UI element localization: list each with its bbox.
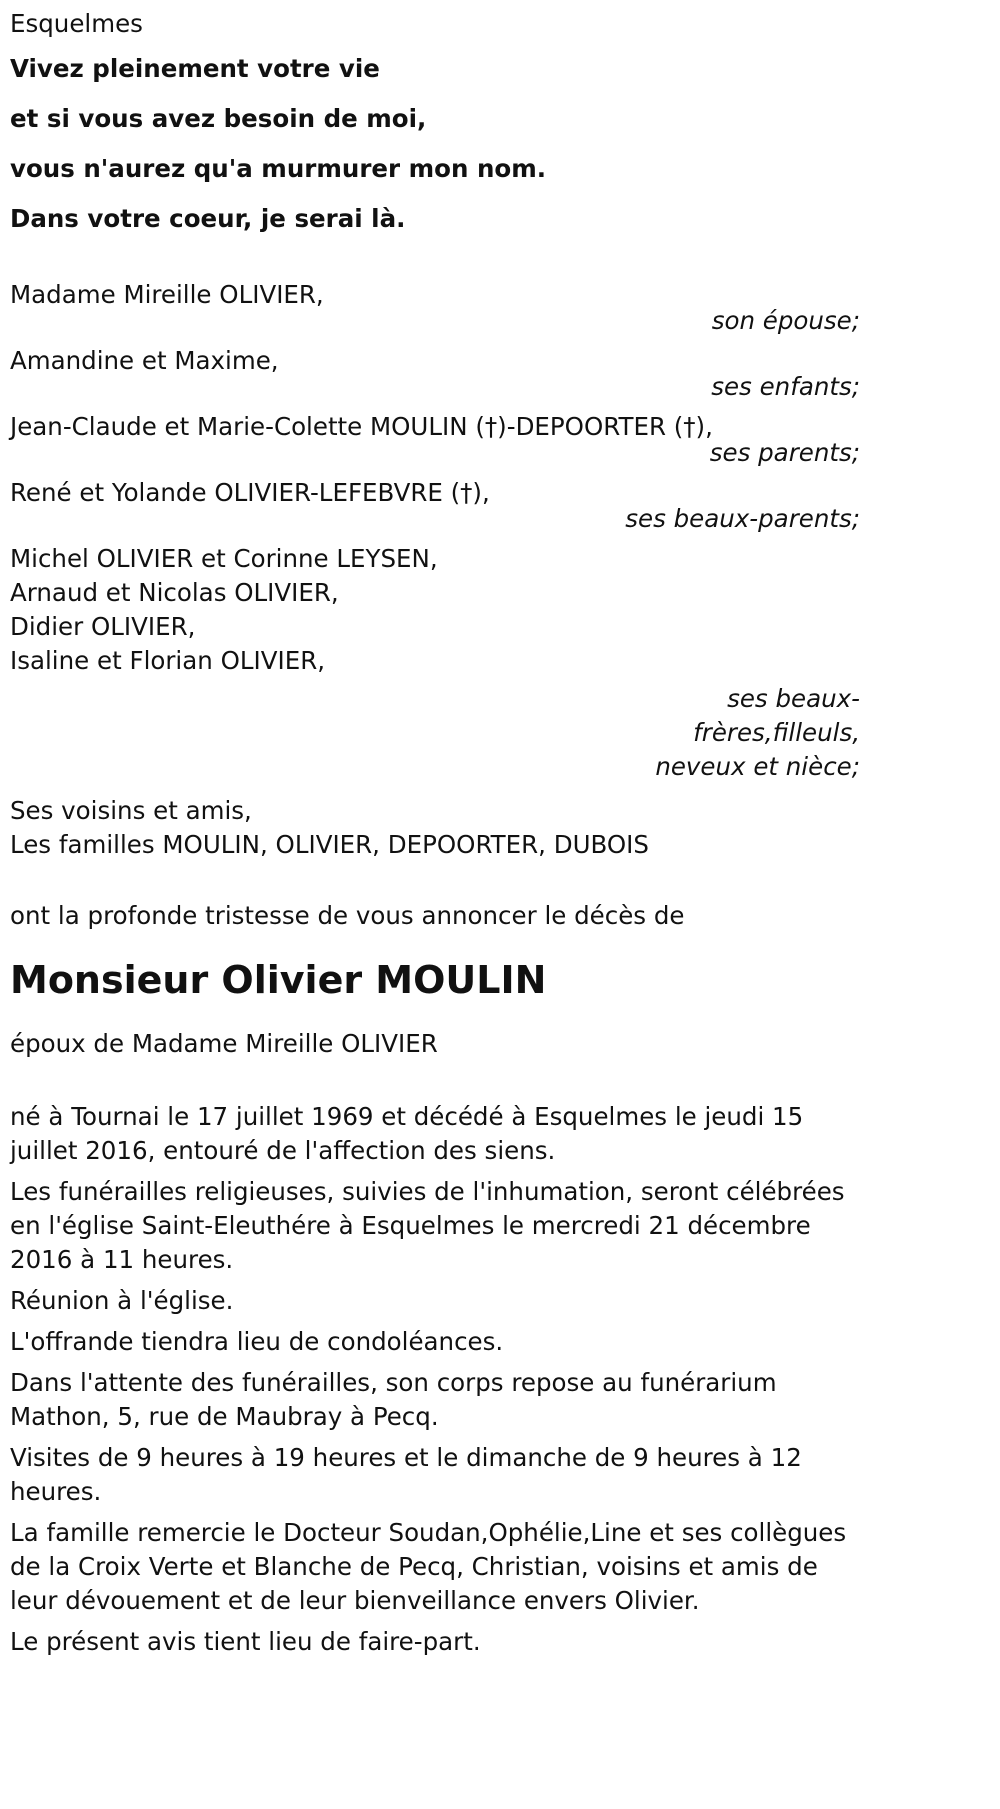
inlaw-name: Michel OLIVIER et Corinne LEYSEN, <box>10 544 438 573</box>
place-name: Esquelmes <box>10 9 143 38</box>
inlaw-role: neveux et nièce; <box>655 752 860 781</box>
poem-line: Vivez pleinement votre vie <box>10 54 380 83</box>
deceased-name: Monsieur Olivier MOULIN <box>10 958 547 1002</box>
others-line: Les familles MOULIN, OLIVIER, DEPOORTER, DUBOIS <box>10 830 649 859</box>
family-entry <box>10 344 860 402</box>
poem-line: vous n'aurez qu'a murmurer mon nom. <box>10 154 547 183</box>
spouse-line: époux de Madame Mireille OLIVIER <box>10 1029 438 1058</box>
family-name: René et Yolande OLIVIER-LEFEBVRE (†), <box>10 478 490 507</box>
poem-line: Dans votre coeur, je serai là. <box>10 204 406 233</box>
details <box>10 1100 860 1659</box>
others-line: Ses voisins et amis, <box>10 796 252 825</box>
detail-paragraph: Le présent avis tient lieu de faire-part. <box>10 1627 481 1656</box>
inlaw-name: Arnaud et Nicolas OLIVIER, <box>10 578 339 607</box>
detail-paragraph: Réunion à l'église. <box>10 1286 234 1315</box>
detail-paragraph: né à Tournai le 17 juillet 1969 et décédé à Esquelmes le jeudi 15 juillet 2016, entouré de l'affection des siens. <box>10 1102 804 1165</box>
detail-paragraph: Visites de 9 heures à 19 heures et le dimanche de 9 heures à 12 heures. <box>10 1443 802 1506</box>
inlaw-roles <box>10 682 860 784</box>
family-role: ses enfants; <box>711 372 860 401</box>
family-role: ses parents; <box>709 438 860 467</box>
family-entry <box>10 410 860 468</box>
announcement-text: ont la profonde tristesse de vous annoncer le décès de <box>10 901 685 930</box>
inlaw-role: frères,filleuls, <box>693 718 860 747</box>
inlaw-role: ses beaux- <box>727 684 860 713</box>
family-list <box>10 278 860 534</box>
family-role: ses beaux-parents; <box>625 504 860 533</box>
family-name: Madame Mireille OLIVIER, <box>10 280 324 309</box>
poem <box>10 44 860 244</box>
detail-paragraph: Dans l'attente des funérailles, son corps repose au funérarium Mathon, 5, rue de Maubray à Pecq. <box>10 1368 777 1431</box>
inlaws-group <box>10 542 860 784</box>
family-entry <box>10 278 860 336</box>
others-list <box>10 794 860 862</box>
inlaw-name: Didier OLIVIER, <box>10 612 196 641</box>
inlaw-name: Isaline et Florian OLIVIER, <box>10 646 326 675</box>
family-name: Amandine et Maxime, <box>10 346 279 375</box>
family-name: Jean-Claude et Marie-Colette MOULIN (†)-DEPOORTER (†), <box>10 412 713 441</box>
detail-paragraph: La famille remercie le Docteur Soudan,Ophélie,Line et ses collègues de la Croix Verte et Blanche de Pecq, Christian, voisins et amis de leur dévouement et de leur bienveillance envers Olivier. <box>10 1518 847 1615</box>
detail-paragraph: L'offrande tiendra lieu de condoléances. <box>10 1327 504 1356</box>
family-entry <box>10 476 860 534</box>
poem-line: et si vous avez besoin de moi, <box>10 104 427 133</box>
detail-paragraph: Les funérailles religieuses, suivies de l'inhumation, seront célébrées en l'église Saint-Eleuthére à Esquelmes le mercredi 21 décembre 2016 à 11 heures. <box>10 1177 845 1274</box>
family-role: son épouse; <box>711 306 860 335</box>
